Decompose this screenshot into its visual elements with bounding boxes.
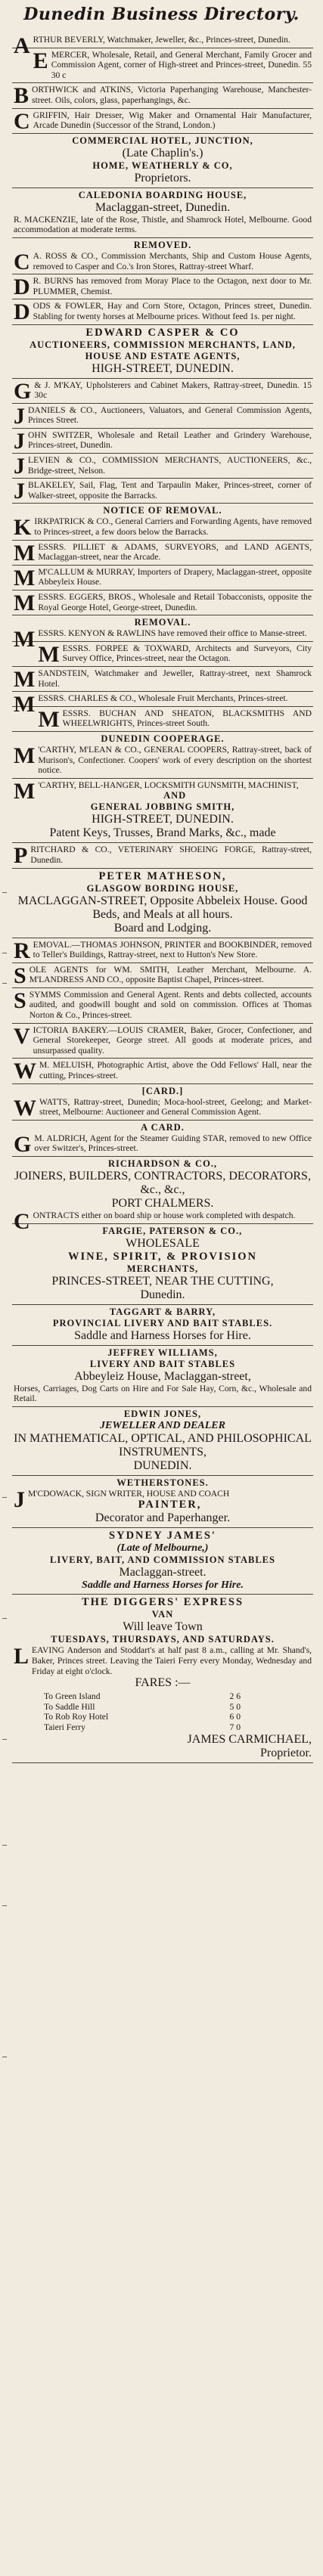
advertisement-kirkpatrick: [12, 504, 313, 540]
margin-mark: [2, 1905, 7, 1906]
ad-trailing-line: HIGH-STREET, DUNEDIN.: [92, 813, 234, 826]
fare-row: [44, 1691, 241, 1702]
ad-body: [14, 938, 312, 963]
ad-subheading: Maclaggan-street, Dunedin.: [95, 200, 231, 214]
ad-body-text: BLAKELEY, Sail, Flag, Tent and Tarpaulin Maker, Princes-street, corner of Walker-street, opposite the Barracks.: [28, 480, 312, 501]
advertisement-commercial: [12, 134, 313, 188]
ad-heading: [CARD.]: [141, 1085, 184, 1096]
advertisement-column: [12, 33, 313, 1763]
advertisement-pritchard: [12, 843, 313, 868]
ad-heading-line: JEWELLER AND DEALER: [100, 1419, 225, 1431]
ad-heading-line: COMMERCIAL HOTEL, JUNCTION,: [72, 135, 253, 146]
ad-heading-line: Maclaggan-street.: [119, 1566, 207, 1579]
advertisement-burns: [12, 274, 313, 299]
drop-capital: E: [33, 48, 48, 73]
drop-capital: R: [14, 938, 30, 963]
ad-heading-line: LIVERY AND BAIT STABLES: [89, 1358, 236, 1369]
ad-heading-line: MACLAGGAN-STREET, Opposite Abbeleix House. Good Beds, and Meals at all hours.: [17, 894, 308, 921]
ad-heading-line: SYDNEY JAMES': [109, 1530, 216, 1542]
ad-heading-line: PROVINCIAL LIVERY AND BAIT STABLES.: [52, 1317, 273, 1328]
fare-table: [44, 1691, 241, 1732]
ad-body-text: GRIFFIN, Hair Dresser, Wig Maker and Ornamental Hair Manufacturer, Arcade Dunedin (Successor of the Strand, London.): [33, 110, 312, 131]
ad-body: [14, 1095, 312, 1121]
ad-body: [14, 1645, 312, 1676]
ad-body: [14, 454, 312, 479]
ad-body: [14, 428, 312, 454]
advertisement-fargie: [12, 1224, 313, 1305]
ad-heading-line: HIGH-STREET, DUNEDIN.: [92, 361, 234, 375]
ad-heading: DUNEDIN COOPERAGE.: [101, 733, 225, 744]
ad-body-text: ICTORIA BAKERY.—LOUIS CRAMER, Baker, Grocer, Confectioner, and General Storekeeper, George street. All goods at moderate prices, and unsurpassed quality.: [33, 1025, 312, 1056]
ad-body: [14, 565, 312, 591]
drop-capital: J: [14, 479, 25, 504]
ad-heading-line: AUCTIONEERS, COMMISSION MERCHANTS, LAND, HOUSE AND ESTATE AGENTS,: [30, 339, 296, 361]
fare-destination: To Saddle Hill: [44, 1701, 95, 1712]
drop-capital: K: [14, 515, 32, 541]
ad-body-text: SANDSTEIN, Watchmaker and Jeweller, Rattray-street, next Shamrock Hotel.: [38, 668, 312, 689]
ad-body-text: MERCER, Wholesale, Retail, and General Merchant, Family Grocer and Commission Agent, corner of High-street and Princes-street, Dunedin. 55 30 c: [51, 49, 312, 80]
ad-heading-line: WINE, SPIRIT, & PROVISION: [68, 1250, 257, 1263]
drop-capital: M: [14, 778, 36, 804]
ad-trailing-line: Decorator and Paperhanger.: [95, 1511, 231, 1525]
drop-capital: D: [14, 299, 30, 325]
ad-body: [14, 1384, 312, 1404]
ad-body-text: LEVIEN & CO., COMMISSION MERCHANTS, AUCTIONEERS, &c., Bridge-street, Nelson.: [28, 455, 312, 476]
advertisement-eggers: [12, 591, 313, 615]
ad-body: [14, 83, 312, 109]
ad-body-text: ESSRS. PILLIET & ADAMS, SURVEYORS, and LAND AGENTS, Maclaggan-street, near the Arcade.: [38, 541, 312, 563]
ad-heading: REMOVAL.: [134, 617, 191, 628]
margin-marks: [0, 0, 11, 2576]
ad-heading: REMOVED.: [133, 239, 192, 250]
ad-trailing-line: Patent Keys, Trusses, Brand Marks, &c., made: [49, 826, 276, 840]
ad-heading-line: TUESDAYS, THURSDAYS, AND SATURDAYS.: [51, 1634, 275, 1645]
ad-heading-line: (Late of Melbourne,): [116, 1542, 209, 1555]
ad-body: [14, 50, 312, 81]
ad-body-text: ESSRS. KENYON & RAWLINS have removed their office to Manse-street.: [38, 628, 307, 639]
ad-heading-line: MERCHANTS,: [126, 1263, 199, 1274]
ad-body-text: M'CALLUM & MURRAY, Importers of Drapery, Maclaggan-street, opposite Abbeyleix House.: [38, 566, 312, 587]
ad-heading-line: FARGIE, PATERSON & CO.,: [102, 1225, 243, 1236]
ad-body-text: EAVING Anderson and Stoddart's at half past 8 a.m., calling at Mr. Shand's, Baker, Princes street. Leaving the Taieri Ferry every Monday, Wednesday and Friday at eight o'clock.: [32, 1645, 312, 1676]
ad-body-text: ODS & FOWLER, Hay and Corn Store, Octagon, Princes street, Dunedin. Stabling for twenty horses at Melbourne prices. Without feed 1s. per night.: [33, 301, 312, 321]
ad-heading-line: GLASGOW BORDING HOUSE,: [86, 882, 239, 894]
drop-capital: M: [14, 666, 36, 692]
drop-capital: G: [14, 1131, 32, 1157]
ad-body: [14, 987, 312, 1021]
ad-heading-line: PETER MATHESON,: [98, 870, 227, 882]
advertisement-dods: [12, 299, 313, 324]
drop-capital: P: [14, 843, 28, 869]
advertisement-ross: [12, 238, 313, 274]
ad-heading-line: (Late Chaplin's.): [122, 146, 203, 160]
ad-heading-line: PRINCES-STREET, NEAR THE CUTTING,: [51, 1274, 274, 1288]
ad-body: [14, 706, 312, 732]
ad-heading-line: EDWARD CASPER & CO: [85, 326, 240, 339]
drop-capital: L: [14, 1644, 30, 1669]
ad-body: [14, 692, 312, 718]
advertisement-mercer: [12, 48, 313, 84]
ad-body-text: IRKPATRICK & CO., General Carriers and Forwarding Agents, have removed to Princes-street, a few doors below the Barracks.: [34, 516, 312, 538]
ad-heading-line: JEFFREY WILLIAMS,: [107, 1347, 218, 1358]
proprietor-title: Proprietor.: [260, 1746, 312, 1759]
ad-heading-line: RICHARDSON & CO.,: [107, 1158, 218, 1169]
advertisement-charles: [12, 692, 313, 718]
drop-capital: M: [14, 540, 36, 566]
drop-capital: J: [14, 1486, 25, 1512]
drop-capital: S: [14, 987, 26, 1013]
ad-body: [14, 249, 312, 274]
ad-body-text: Horses, Carriages, Dog Carts on Hire and For Sale Hay, Corn, &c., Wholesale and Retail.: [14, 1383, 312, 1404]
advertisement-symms: [12, 988, 313, 1024]
ad-heading-line: PORT CHALMERS.: [111, 1197, 214, 1210]
advertisement-griffin: [12, 109, 313, 134]
ad-heading-line: EDWIN JONES,: [123, 1408, 202, 1419]
advertisement-express: [12, 1595, 313, 1762]
fare-destination: To Green Island: [44, 1691, 101, 1702]
drop-capital: C: [14, 1209, 30, 1234]
ad-body-text: 'CARTHY, M'LEAN & CO., GENERAL COOPERS, Rattray-street, back of Murison's, Confectioner. Coopers' work of every description on the shortest notice.: [38, 744, 312, 776]
masthead-title: Dunedin Business Directory.: [23, 5, 300, 24]
margin-mark: [2, 892, 7, 893]
ad-body: [14, 666, 312, 692]
advertisement-aldrich: [12, 1121, 313, 1157]
advertisement-taggart: [12, 1305, 313, 1346]
ad-body-text: & J. M'KAY, Upholsterers and Cabinet Makers, Rattray-street, Dunedin. 15 30c: [34, 380, 312, 401]
advertisement-kenyon: [12, 615, 313, 653]
ad-body: [14, 1025, 312, 1056]
fare-price: 2 6: [229, 1691, 241, 1702]
advertisement-daniels: [12, 404, 313, 429]
drop-capital: J: [14, 454, 25, 479]
advertisement-borthwick: [12, 83, 313, 108]
fare-row: [44, 1722, 241, 1733]
drop-capital: M: [14, 565, 36, 591]
fare-price: 7 0: [229, 1722, 241, 1732]
margin-mark: [2, 1739, 7, 1740]
advertisement-matheson: [12, 869, 313, 938]
advertisement-beverly: [12, 33, 313, 58]
advertisement-buchan: [12, 707, 313, 732]
ad-heading-line: DUNEDIN.: [133, 1458, 192, 1472]
advertisement-pilliet: [12, 541, 313, 566]
ad-body-text: WATTS, Rattray-street, Dunedin; Moca-hool-street, Geelong; and Market-street, Melbourne: Auctioneer and General Commission Agent.: [39, 1096, 312, 1118]
ad-body-text: M'CDOWACK, SIGN WRITER, HOUSE AND COACH: [28, 1488, 230, 1499]
drop-capital: M: [14, 627, 36, 653]
fare-price: 5 0: [229, 1701, 241, 1712]
ad-body: [14, 641, 312, 667]
drop-capital: W: [14, 1059, 36, 1084]
drop-capital: M: [38, 706, 60, 732]
ad-body: [14, 378, 312, 404]
ad-body: [14, 843, 312, 869]
ad-body-text: A. ROSS & CO., Commission Merchants, Ship and Custom House Agents, removed to Casper and Co.'s Iron Stores, Rattray-street Wharf.: [33, 250, 312, 271]
advertisement-mcallum: [12, 566, 313, 591]
margin-mark: [2, 1618, 7, 1619]
ad-body-text: OHN SWITZER, Wholesale and Retail Leather and Grindery Warehouse, Princes-street, Dunedin.: [28, 429, 312, 451]
margin-mark: [2, 983, 7, 984]
ad-body: [14, 403, 312, 429]
advertisement-mkay: [12, 379, 313, 404]
ad-body-text: R. BURNS has removed from Moray Place to the Octagon, next door to Mr. PLUMMER, Chemist.: [33, 276, 312, 296]
ad-heading: A CARD.: [141, 1121, 185, 1133]
drop-capital: M: [38, 641, 60, 667]
fare-row: [44, 1702, 241, 1713]
ad-trailing-line: GENERAL JOBBING SMITH,: [90, 801, 235, 813]
fare-destination: To Rob Roy Hotel: [44, 1712, 109, 1722]
margin-mark: [2, 1845, 7, 1846]
ad-heading-line: Saddle and Harness Horses for Hire.: [82, 1579, 244, 1592]
advertisement-jones: [12, 1407, 313, 1476]
ad-heading-line: THE DIGGERS' EXPRESS: [81, 1596, 244, 1609]
advertisement-bellhanger: [12, 779, 313, 844]
advertisement-cooperage: [12, 732, 313, 779]
fare-price: 6 0: [229, 1712, 241, 1722]
ad-heading-line: HOME, WEATHERLY & CO,: [92, 160, 233, 171]
drop-capital: V: [14, 1023, 30, 1049]
drop-capital: M: [14, 692, 36, 718]
advertisement-watts: [12, 1084, 313, 1121]
ad-heading-line: WHOLESALE: [126, 1236, 200, 1250]
fare-row: [44, 1712, 241, 1722]
drop-capital: S: [14, 963, 26, 988]
drop-capital: C: [14, 249, 30, 274]
ad-body-text: RITCHARD & CO., VETERINARY SHOEING FORGE, Rattray-street, Dunedin.: [30, 845, 312, 865]
margin-mark: [2, 1497, 7, 1498]
advertisement-levien: [12, 454, 313, 479]
ad-body-text: OLE AGENTS for WM. SMITH, Leather Merchant, Melbourne. A. M'LANDRESS AND CO., opposite Baptist Chapel, Princes-street.: [29, 964, 312, 985]
drop-capital: D: [14, 274, 30, 300]
drop-capital: M: [14, 591, 36, 615]
drop-capital: W: [14, 1095, 36, 1121]
advertisement-forpee: [12, 642, 313, 667]
drop-capital: J: [14, 428, 25, 454]
ad-heading-line: VAN: [151, 1609, 174, 1620]
ad-trailing-line: FARES :—: [135, 1676, 191, 1690]
ad-body-text: SYMMS Commission and General Agent. Rents and debts collected, accounts audited, and goodwill bought and sold on commission. Offices at Thomas Norton & Co., Princes-street.: [29, 989, 312, 1021]
ad-body: [14, 108, 312, 134]
advertisement-sandstein: [12, 667, 313, 692]
ad-body: [14, 540, 312, 566]
ad-heading-line: Dunedin.: [140, 1288, 185, 1301]
ad-body: [14, 33, 312, 58]
ad-body-text: 'CARTHY, BELL-HANGER, LOCKSMITH GUNSMITH, MACHINIST,: [38, 780, 299, 790]
ad-heading-line: LIVERY, BAIT, AND COMMISSION STABLES: [50, 1555, 275, 1566]
advertisement-johnson: [12, 938, 313, 963]
ad-body: [14, 742, 312, 776]
ad-body: [14, 1131, 312, 1157]
ad-body: [14, 591, 312, 615]
ad-body-text: R. MACKENZIE, late of the Rose, Thistle, and Shamrock Hotel, Melbourne. Good accommodation at moderate terms.: [14, 214, 312, 235]
ad-heading-line: Abbeyleiz House, Maclaggan-street,: [74, 1369, 251, 1383]
ad-body-text: ESSRS. BUCHAN AND SHEATON, BLACKSMITHS AND WHEELWRIGHTS, Princes-street South.: [62, 708, 312, 729]
advertisement-caledonia: [12, 188, 313, 238]
ad-body: [14, 299, 312, 325]
drop-capital: B: [14, 83, 30, 109]
ad-body: [14, 1059, 312, 1084]
ad-body: [14, 515, 312, 541]
advertisement-williams: [12, 1346, 313, 1407]
drop-capital: M: [14, 742, 36, 768]
ad-body-text: EMOVAL.—THOMAS JOHNSON, PRINTER and BOOKBINDER, removed to Teller's Buildings, Rattray-street, next to Hutton's New Store.: [33, 939, 312, 960]
advertisement-james: [12, 1528, 313, 1595]
drop-capital: G: [14, 378, 32, 404]
ad-body-text: ESSRS. FORPEE & TOXWARD, Architects and Surveyors, City Survey Office, Princes-street, near the Octagon.: [62, 643, 312, 664]
ad-body: [14, 274, 312, 300]
advertisement-cramer: [12, 1024, 313, 1059]
ad-body: [14, 479, 312, 504]
ad-body-text: ESSRS. CHARLES & CO., Wholesale Fruit Merchants, Princes-street.: [38, 693, 288, 704]
advertisement-mcdowack: [12, 1476, 313, 1529]
ad-heading-line: WETHERSTONES.: [116, 1477, 209, 1488]
ad-body-text: ONTRACTS either on board ship or house work completed with despatch.: [33, 1211, 296, 1220]
ad-heading-line: Proprietors.: [134, 171, 191, 184]
drop-capital: C: [14, 108, 30, 134]
ad-body: [14, 215, 312, 235]
advertisement-switzer: [12, 429, 313, 454]
drop-capital: A: [14, 33, 30, 58]
advertisement-casper: [12, 325, 313, 379]
ad-heading-line: JOINERS, BUILDERS, CONTRACTORS, DECORATORS, &c., &c.,: [14, 1170, 311, 1196]
ad-body-text: ESSRS. EGGERS, BROS., Wholesale and Retail Tobacconists, opposite the Royal George Hotel, George-street, Dunedin.: [38, 592, 312, 612]
ad-heading: NOTICE OF REMOVAL.: [103, 505, 222, 516]
ad-heading-line: IN MATHEMATICAL, OPTICAL, AND PHILOSOPHICAL INSTRUMENTS,: [14, 1431, 312, 1458]
ad-trailing-line: AND: [163, 790, 187, 801]
ad-body: [14, 627, 312, 653]
ad-body-text: M. ALDRICH, Agent for the Steamer Guiding STAR, removed to new Office over Switzer's, Princes-street.: [34, 1133, 312, 1154]
ad-heading-line: Will leave Town: [123, 1620, 203, 1634]
ad-body: [14, 963, 312, 988]
ad-heading-line: Saddle and Harness Horses for Hire.: [74, 1328, 251, 1342]
proprietor-name: JAMES CARMICHAEL,: [187, 1732, 312, 1746]
ad-trailing-line: PAINTER,: [138, 1499, 202, 1511]
advertisement-blakeley: [12, 479, 313, 504]
drop-capital: J: [14, 403, 25, 429]
advertisement-mereish: [12, 1059, 313, 1083]
ad-heading: CALEDONIA BOARDING HOUSE,: [78, 189, 247, 200]
ad-body-text: DANIELS & CO., Auctioneers, Valuators, and General Commission Agents, Princes Street.: [28, 405, 312, 426]
ad-heading-line: TAGGART & BARRY,: [109, 1306, 216, 1317]
ad-body-text: M. MELUISH, Photographic Artist, above the Odd Fellows' Hall, near the cutting, Princes-street.: [39, 1060, 312, 1081]
advertisement-wmsmith: [12, 963, 313, 988]
ad-body-text: RTHUR BEVERLY, Watchmaker, Jeweller, &c., Princes-street, Dunedin.: [33, 35, 290, 45]
ad-heading-line: Board and Lodging.: [113, 921, 212, 935]
fare-destination: Taieri Ferry: [44, 1722, 85, 1732]
ad-body-text: ORTHWICK and ATKINS, Victoria Paperhanging Warehouse, Manchester-street. Oils, colors, glass, paperhangings, &c.: [32, 85, 312, 105]
